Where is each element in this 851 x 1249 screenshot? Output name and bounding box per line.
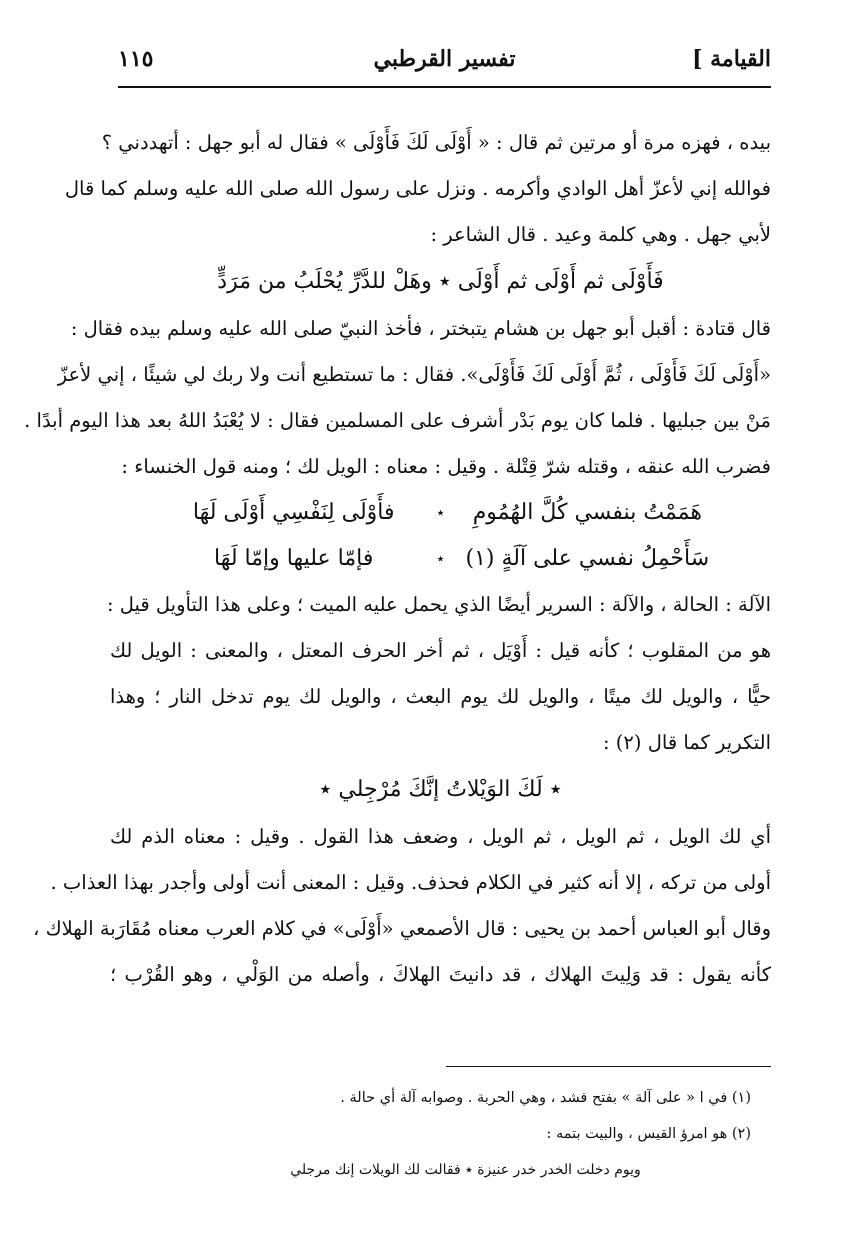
text-line: بيده ، فهزه مرة أو مرتين ثم قال : « أَوْلَى لَكَ فَأَوْلَى » فقال له أبو جهل : أتهددني ؟ xyxy=(101,131,771,154)
star-separator: ٭ xyxy=(436,505,445,521)
text-line: «أَوْلَى لَكَ فَأَوْلَى ، ثُمَّ أَوْلَى لَكَ فَأَوْلَى». فقال : ما تستطيع أنت ولا ربك لي شيئًا ، إني لأعزّ xyxy=(57,363,771,386)
page-header xyxy=(118,40,771,88)
text-line: أي لك الويل ، ثم الويل ، ثم الويل ، وضعف هذا القول . وقيل : معناه الذم لك xyxy=(110,825,771,848)
verse-hemistich: فإمّا عليها وإمّا لَهَا xyxy=(214,546,374,571)
text-line: أولى من تركه ، إلا أنه كثير في الكلام فحذف. وقيل : المعنى أنت أولى وأجدر بهذا العذاب . xyxy=(50,871,771,894)
page-number: ١١٥ xyxy=(118,46,154,72)
text-line: لأبي جهل . وهي كلمة وعيد . قال الشاعر : xyxy=(430,223,771,246)
text-line: هو من المقلوب ؛ كأنه قيل : أَوْيَل ، ثم أخر الحرف المعتل ، والمعنى : الويل لك xyxy=(110,639,771,662)
footnote-1: (١) في ا « على آلة » بفتح فشد ، وهي الحربة . وصوابه آلة أي حالة . xyxy=(340,1090,751,1106)
book-title: تفسير القرطبي xyxy=(373,46,516,72)
main-text xyxy=(24,120,771,998)
text-line: فضرب الله عنقه ، وقتله شرّ قِتْلة . وقيل : معناه : الويل لك ؛ ومنه قول الخنساء : xyxy=(121,455,771,478)
header-rule xyxy=(118,86,771,88)
text-line: حيًّا ، والويل لك ميتًا ، والويل لك يوم البعث ، والويل لك يوم تدخل النار ؛ وهذا xyxy=(110,685,771,708)
verse-hemistich: فأَوْلَى لِنَفْسِي أَوْلَى لَهَا xyxy=(192,500,395,525)
verse-hemistich: سَأَحْمِلُ نفسي على آلَةٍ (١) xyxy=(465,546,710,571)
poetry-verse xyxy=(110,490,771,536)
poetry-verse: ٭ لَكَ الوَيْلاتُ إنَّكَ مُرْجِلي ٭ xyxy=(319,777,562,802)
text-line: وقال أبو العباس أحمد بن يحيى : قال الأصمعي «أَوْلَى» في كلام العرب معناه مُقَارَبة الهلاك ، xyxy=(33,917,771,940)
verse-hemistich: هَمَمْتُ بنفسي كُلَّ الهُمُومِ xyxy=(472,500,702,525)
footnote-rule xyxy=(446,1066,771,1067)
star-separator: ٭ xyxy=(436,551,445,567)
surah-name: القيامة ] xyxy=(692,46,771,72)
text-line: قال قتادة : أقبل أبو جهل بن هشام يتبختر ، فأخذ النبيّ صلى الله عليه وسلم بيده فقال : xyxy=(70,317,771,340)
footnote-2: (٢) هو امرؤ القيس ، والبيت بتمه : xyxy=(546,1126,751,1142)
text-line: مَنْ بين جبليها . فلما كان يوم بَدْر أشرف على المسلمين فقال : لا يُعْبَدُ اللهُ بعد هذا اليوم أبدًا . xyxy=(24,409,771,432)
text-line: كأنه يقول : قد وَلِيتَ الهلاك ، قد دانيتَ الهلاكَ ، وأصله من الوَلْي ، وهو القُرْب ؛ xyxy=(110,963,771,986)
text-line: التكرير كما قال (٢) : xyxy=(603,731,771,754)
footnote-verse: ويوم دخلت الخدر خدر عنيزة ٭ فقالت لك الويلات إنك مرجلي xyxy=(290,1162,641,1178)
poetry-verse xyxy=(110,536,771,582)
poetry-verse: فَأَوْلَى ثم أَوْلَى ثم أَوْلَى ٭ وهَلْ للدَّرِّ يُحْلَبُ من مَرَدٍّ xyxy=(217,269,664,294)
text-line: فوالله إني لأعزّ أهل الوادي وأكرمه . ونزل على رسول الله صلى الله عليه وسلم كما قال xyxy=(64,177,771,200)
text-line: الآلة : الحالة ، والآلة : السرير أيضًا الذي يحمل عليه الميت ؛ وعلى هذا التأويل قيل : xyxy=(106,593,771,616)
footnotes xyxy=(180,1080,751,1188)
